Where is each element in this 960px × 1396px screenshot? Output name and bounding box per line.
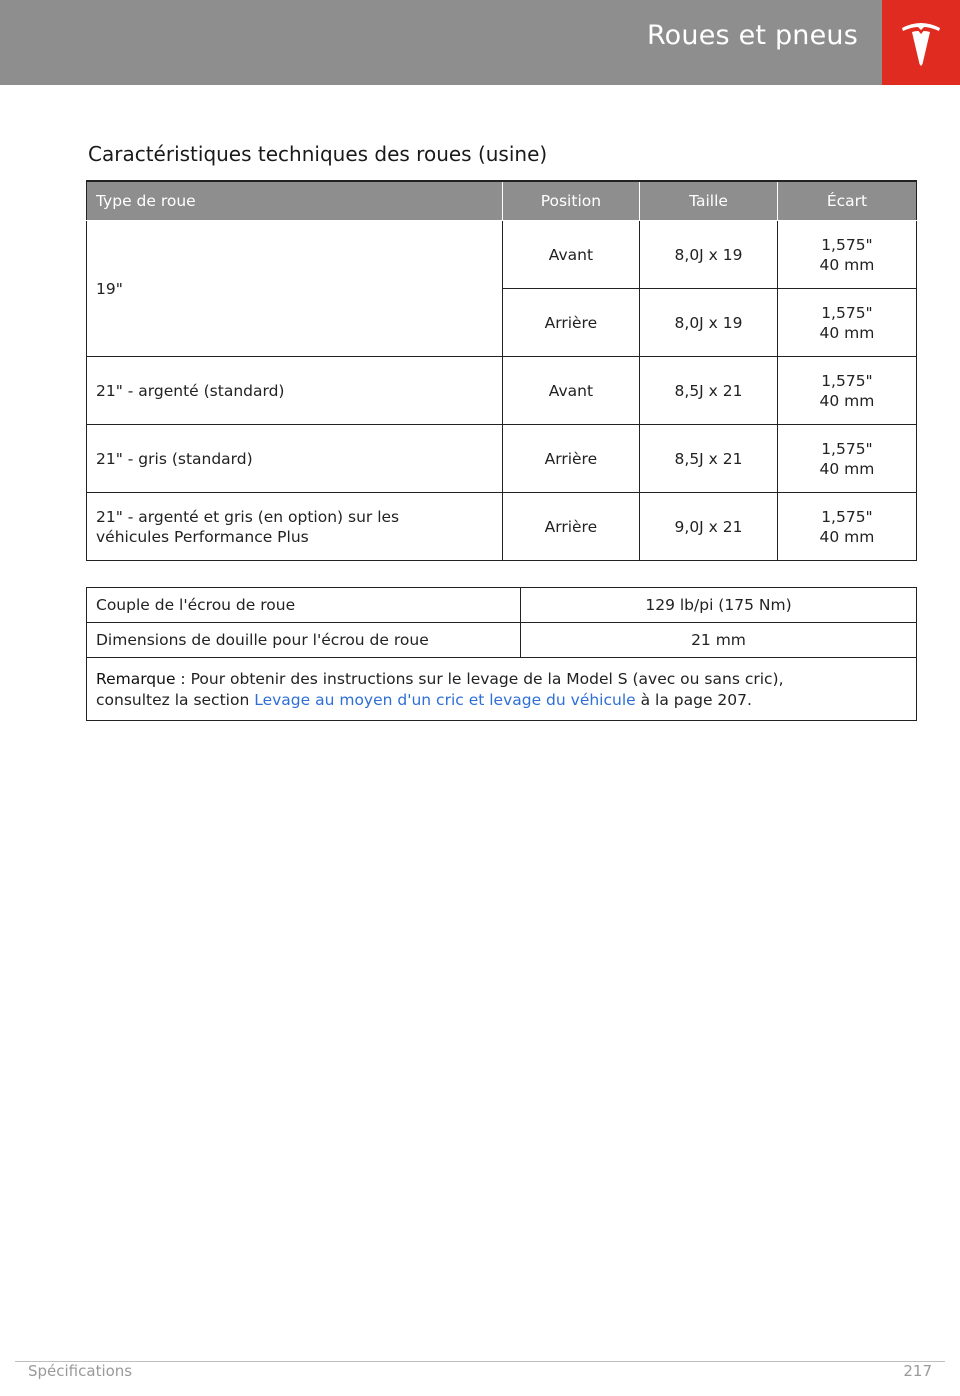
- offset-inches: 1,575": [821, 371, 873, 390]
- footer-divider: [15, 1361, 945, 1362]
- offset-mm: 40 mm: [819, 527, 875, 546]
- offset-inches: 1,575": [821, 507, 873, 526]
- offset-mm: 40 mm: [819, 255, 875, 274]
- table-row: [87, 588, 917, 623]
- note-text: Pour obtenir des instructions sur le levage de la Model S (avec ou sans cric),: [190, 670, 784, 688]
- size-cell: 8,0J x 19: [640, 221, 778, 289]
- size-cell: 9,0J x 21: [640, 493, 778, 561]
- size-cell: 8,0J x 19: [640, 289, 778, 357]
- size-cell: 8,5J x 21: [640, 425, 778, 493]
- brand-logo-box: [882, 0, 960, 85]
- spec-value: 129 lb/pi (175 Nm): [521, 588, 917, 623]
- header-offset: Écart: [777, 181, 916, 221]
- table-row: [87, 221, 917, 289]
- offset-mm: 40 mm: [819, 391, 875, 410]
- tesla-logo-icon: [882, 0, 960, 85]
- position-cell: Avant: [502, 357, 640, 425]
- note-cell: [87, 658, 917, 721]
- spec-label: Dimensions de douille pour l'écrou de roue: [87, 623, 521, 658]
- offset-cell: [777, 493, 916, 561]
- wheel-type-cell: 21" - argenté (standard): [87, 357, 503, 425]
- note-line-1: [96, 669, 907, 690]
- offset-cell: [777, 357, 916, 425]
- header-type: Type de roue: [87, 181, 503, 221]
- position-cell: Arrière: [502, 289, 640, 357]
- position-cell: Avant: [502, 221, 640, 289]
- spec-value: 21 mm: [521, 623, 917, 658]
- offset-inches: 1,575": [821, 439, 873, 458]
- wheel-type-cell: [87, 493, 503, 561]
- footer-section-name: Spécifications: [28, 1362, 133, 1380]
- position-cell: Arrière: [502, 493, 640, 561]
- table-row: [87, 357, 917, 425]
- page-number: 217: [903, 1362, 932, 1380]
- page-header: [0, 0, 960, 85]
- offset-cell: [777, 425, 916, 493]
- wheel-type-line: 21" - argenté et gris (en option) sur les: [96, 507, 400, 526]
- offset-inches: 1,575": [821, 235, 873, 254]
- note-label: Remarque :: [96, 670, 186, 688]
- wheel-type-cell: 19": [87, 221, 503, 357]
- header-size: Taille: [640, 181, 778, 221]
- note-line-2: [96, 690, 907, 711]
- note-row: [87, 658, 917, 721]
- position-cell: Arrière: [502, 425, 640, 493]
- table-row: [87, 493, 917, 561]
- spec-label: Couple de l'écrou de roue: [87, 588, 521, 623]
- offset-cell: [777, 221, 916, 289]
- jacking-section-link[interactable]: Levage au moyen d'un cric et levage du véhicule: [254, 691, 636, 709]
- table-header-row: [87, 181, 917, 221]
- table-row: [87, 425, 917, 493]
- section-title: Caractéristiques techniques des roues (usine): [88, 142, 548, 166]
- offset-mm: 40 mm: [819, 459, 875, 478]
- size-cell: 8,5J x 21: [640, 357, 778, 425]
- offset-inches: 1,575": [821, 303, 873, 322]
- header-position: Position: [502, 181, 640, 221]
- note-text-prefix: consultez la section: [96, 691, 250, 709]
- chapter-title: Roues et pneus: [646, 20, 858, 51]
- note-text-suffix: à la page 207.: [640, 691, 752, 709]
- offset-cell: [777, 289, 916, 357]
- table-row: [87, 623, 917, 658]
- torque-spec-table: [86, 587, 917, 721]
- wheel-spec-table: [86, 180, 917, 561]
- offset-mm: 40 mm: [819, 323, 875, 342]
- wheel-type-line: véhicules Performance Plus: [96, 527, 309, 546]
- wheel-type-cell: 21" - gris (standard): [87, 425, 503, 493]
